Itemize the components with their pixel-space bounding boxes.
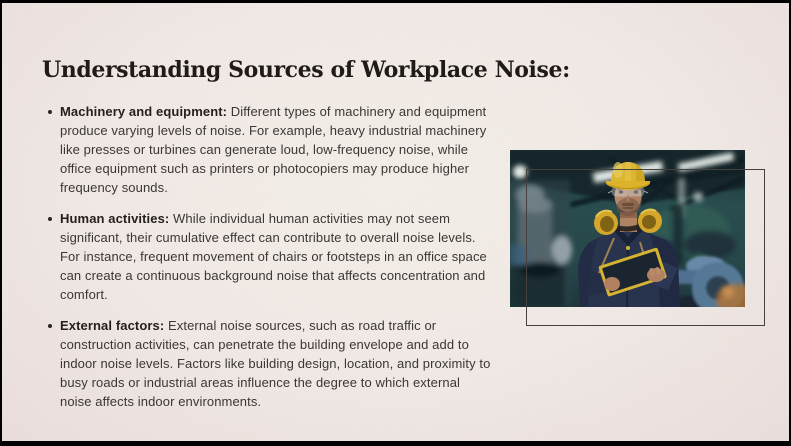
- slide-title: Understanding Sources of Workplace Noise:: [42, 57, 570, 83]
- bullet-item-external-factors: [48, 316, 494, 411]
- bullet-dot: [48, 110, 52, 114]
- bullet-body: While individual human activities may not seem significant, their cumulative effect can contribute to overall noise levels. For instance, frequent movement of chairs or footsteps in an office space can create a continuous background noise that affects concentration and comfort.: [60, 211, 487, 302]
- bullet-item-human-activities: [48, 209, 494, 304]
- bullet-dot: [48, 217, 52, 221]
- bullet-paragraph: [60, 102, 494, 197]
- worker-photo: [510, 150, 745, 307]
- bullet-body: External noise sources, such as road traffic or construction activities, can penetrate the building envelope and add to indoor noise levels. Factors like building design, location, and proximity to busy roads or industrial areas influence the degree to which external noise affects indoor environments.: [60, 318, 491, 409]
- bullet-lead: Human activities:: [60, 211, 170, 226]
- bullet-item-machinery: [48, 102, 494, 197]
- bullet-dot: [48, 324, 52, 328]
- bullet-lead: Machinery and equipment:: [60, 104, 228, 119]
- slide-canvas: [2, 3, 789, 441]
- bullet-list: [48, 102, 494, 423]
- bullet-paragraph: [60, 316, 494, 411]
- bullet-lead: External factors:: [60, 318, 165, 333]
- bullet-body: Different types of machinery and equipment produce varying levels of noise. For example, heavy industrial machinery like presses or turbines can generate loud, low-frequency noise, while office equipment such as printers or photocopiers may produce higher frequency sounds.: [60, 104, 487, 195]
- bullet-paragraph: [60, 209, 494, 304]
